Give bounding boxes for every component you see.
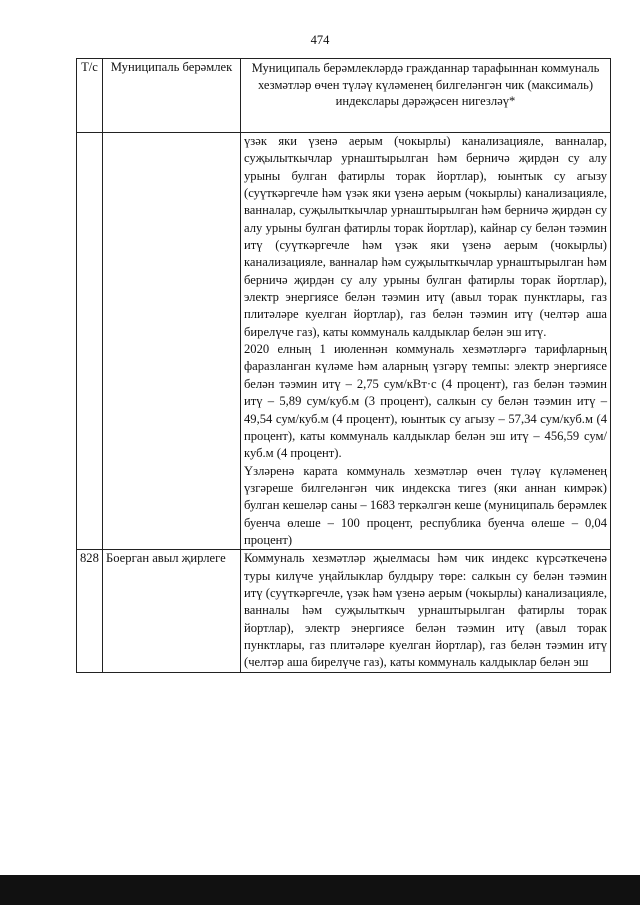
- justification-paragraph: үзәк яки үзенә аерым (чокырлы) канализацияле, ванналар, суҗылыткычлар урнаштырылган һәм берничә җирдән су алу урыны булган фатирлы торак йортлар), юынтык су агызу (суүткәргечле һәм үзәк яки үзенә аерым (чокырлы) канализацияле, ванналар, суҗылыткычлар урнаштырылган һәм берничә җирдән су алу урыны булган фатирлы торак йортлар), кайнар су белән тәэмин итү (суүткәргечле һәм үзәк яки үзенә аерым (чокырлы) канализацияле, ванналар һәм суҗылыткычлар урнаштырылган һәм берничә җирдән су алу урыны булган фатирлы торак йортлар), электр энергиясе белән тәэмин итү (авыл торак пунктлары, газ плитәләре куелган йортлар), газ белән тәэмин итү (челтәр аша бирелүче газ), каты коммуналь калдыклар белән эш итү.: [244, 134, 607, 339]
- page-number: 474: [310, 33, 330, 47]
- scan-bottom-border: [0, 875, 640, 905]
- justification-paragraph: Үзләренә карата коммуналь хезмәтләр өчен түләү күләменең үзгәреше билгеләнгән чик индекска тигез (яки аннан кимрәк) булган кешеләр саны – 1683 теркәлгән кеше (муниципаль берәмлек буенча өлеше – 100 процент, республика буенча өлеше – 0,04 процент): [244, 463, 607, 547]
- row-number-cell: [77, 133, 103, 550]
- row-number-cell: 828: [77, 550, 103, 672]
- row-justification-cell: [241, 133, 611, 550]
- row-municipality-cell: [103, 133, 241, 550]
- table-header-row: [77, 59, 611, 133]
- row-municipality-cell: Боерган авыл җирлеге: [103, 550, 241, 672]
- header-number: Т/с: [77, 59, 103, 133]
- row-justification-cell: [241, 550, 611, 672]
- table-row-continued: [77, 133, 611, 550]
- municipal-index-table: [76, 58, 611, 673]
- table-row-828: [77, 550, 611, 672]
- header-municipality: Муниципаль берәмлек: [103, 59, 241, 133]
- header-justification: Муниципаль берәмлекләрдә гражданнар тарафыннан коммуналь хезмәтләр өчен түләү күләменең билгеләнгән чик (максималь) индекслары дәрәҗәсен нигезләү*: [241, 59, 611, 133]
- justification-paragraph: Коммуналь хезмәтләр җыелмасы һәм чик индекс күрсәткеченә туры килүче уңайлыклар булдыру төре: салкын су белән тәэмин итү (суүткәргечле, үзәк һәм үзенә аерым (чокырлы) канализацияле, ванналы һәм суҗылыткыч урнаштырылган фатирлы торак йортлар), электр энергиясе белән тәэмин итү (авыл торак пунктлары, газ плитәләре куелган йортлар), газ белән тәэмин итү (челтәр аша бирелүче газ), каты коммуналь калдыклар белән эш: [244, 551, 607, 670]
- justification-paragraph: 2020 елның 1 июленнән коммуналь хезмәтләргә тарифларның фаразланган күләме һәм аларның үзгәрү темпы: электр энергиясе белән тәэмин итү – 2,75 сум/кВт·с (4 процент), газ белән тәэмин итү – 5,89 сум/куб.м (3 процент), салкын су белән тәэмин итү – 49,54 сум/куб.м (4 процент), юынтык су агызу – 57,34 сум/куб.м (4 процент), каты коммуналь калдыклар белән эш итү – 456,59 сум/куб.м (4 процент).: [244, 342, 607, 461]
